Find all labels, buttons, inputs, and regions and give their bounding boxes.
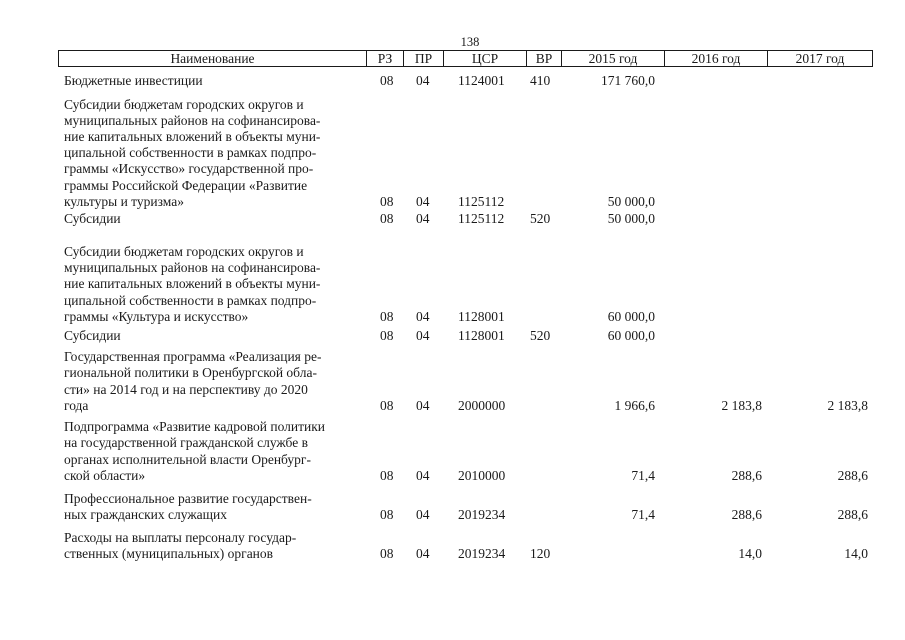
row-2015: 60 000,0 xyxy=(607,309,655,324)
header-csr: ЦСР xyxy=(444,51,527,66)
row-rz: 08 xyxy=(380,507,394,522)
row-name-line: ных гражданских служащих xyxy=(64,506,228,522)
row-name-line: культуры и туризма» xyxy=(64,193,184,209)
row-name-line: Профессиональное развитие государствен- xyxy=(64,490,312,506)
row-csr: 1125112 xyxy=(458,211,505,226)
row-name-line: на государственной гражданской службе в xyxy=(64,435,308,451)
row-csr: 1125112 xyxy=(458,194,505,209)
row-name-line: года xyxy=(64,397,89,413)
header-rz: РЗ xyxy=(367,51,404,66)
row-2015: 60 000,0 xyxy=(607,328,655,343)
header-2015: 2015 год xyxy=(562,51,665,66)
row-name-line: граммы «Культура и искусство» xyxy=(64,308,249,324)
page-number: 138 xyxy=(460,35,480,49)
header-pr: ПР xyxy=(404,51,444,66)
row-name-line: сти» на 2014 год и на перспективу до 2020 xyxy=(64,381,308,397)
row-name xyxy=(64,530,364,562)
row-name-line: граммы «Искусство» государственной про- xyxy=(64,161,314,177)
row-rz: 08 xyxy=(380,73,394,88)
row-2015: 50 000,0 xyxy=(607,211,655,226)
row-2015: 50 000,0 xyxy=(607,194,655,209)
header-2016: 2016 год xyxy=(665,51,768,66)
row-name-line: ние капитальных вложений в объекты муни- xyxy=(64,276,321,292)
row-name-line: гиональной политики в Оренбургской обла- xyxy=(64,365,317,381)
row-2017: 288,6 xyxy=(837,468,868,483)
row-csr: 2019234 xyxy=(458,507,506,522)
row-name-line: муниципальных районов на софинансирова- xyxy=(64,112,321,128)
header-vr: ВР xyxy=(527,51,562,66)
row-pr: 04 xyxy=(416,468,430,483)
row-name-line: ние капитальных вложений в объекты муни- xyxy=(64,128,321,144)
row-2017: 14,0 xyxy=(844,546,868,561)
row-pr: 04 xyxy=(416,211,430,226)
row-pr: 04 xyxy=(416,73,430,88)
header-name: Наименование xyxy=(59,51,367,66)
row-rz: 08 xyxy=(380,398,394,413)
row-name-line: муниципальных районов на софинансирова- xyxy=(64,260,321,276)
row-name-line: ственных (муниципальных) органов xyxy=(64,545,274,561)
header-2017: 2017 год xyxy=(795,51,845,66)
row-csr: 1128001 xyxy=(458,328,505,343)
row-name-line: ципальной собственности в рамках подпро- xyxy=(64,292,317,308)
row-rz: 08 xyxy=(380,309,394,324)
row-pr: 04 xyxy=(416,546,430,561)
row-rz: 08 xyxy=(380,546,394,561)
row-2015: 71,4 xyxy=(631,507,655,522)
row-2016: 14,0 xyxy=(738,546,762,561)
row-2017: 2 183,8 xyxy=(827,398,868,413)
row-name-line: граммы Российской Федерации «Развитие xyxy=(64,177,308,193)
row-csr: 1128001 xyxy=(458,309,505,324)
row-2015: 71,4 xyxy=(631,468,655,483)
row-name-line: ской области» xyxy=(64,467,146,483)
row-2016: 288,6 xyxy=(731,507,762,522)
row-csr: 1124001 xyxy=(458,73,505,88)
row-rz: 08 xyxy=(380,211,394,226)
row-name-line: Бюджетные инвестиции xyxy=(64,72,203,88)
row-rz: 08 xyxy=(380,194,394,209)
row-name-line: Расходы на выплаты персоналу государ- xyxy=(64,529,297,545)
row-pr: 04 xyxy=(416,309,430,324)
row-rz: 08 xyxy=(380,468,394,483)
row-2016: 2 183,8 xyxy=(721,398,762,413)
row-name-line: органах исполнительной власти Оренбург- xyxy=(64,451,311,467)
row-csr: 2019234 xyxy=(458,546,506,561)
row-pr: 04 xyxy=(416,194,430,209)
row-name-line: Субсидии бюджетам городских округов и xyxy=(64,96,304,112)
row-name-line: Субсидии xyxy=(64,210,121,226)
row-csr: 2000000 xyxy=(458,398,506,413)
row-2017: 288,6 xyxy=(837,507,868,522)
row-2015: 171 760,0 xyxy=(601,73,655,88)
row-name-line: Подпрограмма «Развитие кадровой политики xyxy=(64,419,326,435)
row-name-line: Государственная программа «Реализация ре- xyxy=(64,349,322,365)
row-vr: 520 xyxy=(530,211,551,226)
row-pr: 04 xyxy=(416,328,430,343)
row-pr: 04 xyxy=(416,507,430,522)
row-vr: 410 xyxy=(530,73,551,88)
row-name-line: Субсидии бюджетам городских округов и xyxy=(64,243,304,259)
row-rz: 08 xyxy=(380,328,394,343)
row-name-line: ципальной собственности в рамках подпро- xyxy=(64,145,317,161)
row-csr: 2010000 xyxy=(458,468,506,483)
row-2015: 1 966,6 xyxy=(614,398,655,413)
row-vr: 520 xyxy=(530,328,551,343)
row-2016: 288,6 xyxy=(731,468,762,483)
row-pr: 04 xyxy=(416,398,430,413)
row-vr: 120 xyxy=(530,546,551,561)
row-name-line: Субсидии xyxy=(64,327,121,343)
